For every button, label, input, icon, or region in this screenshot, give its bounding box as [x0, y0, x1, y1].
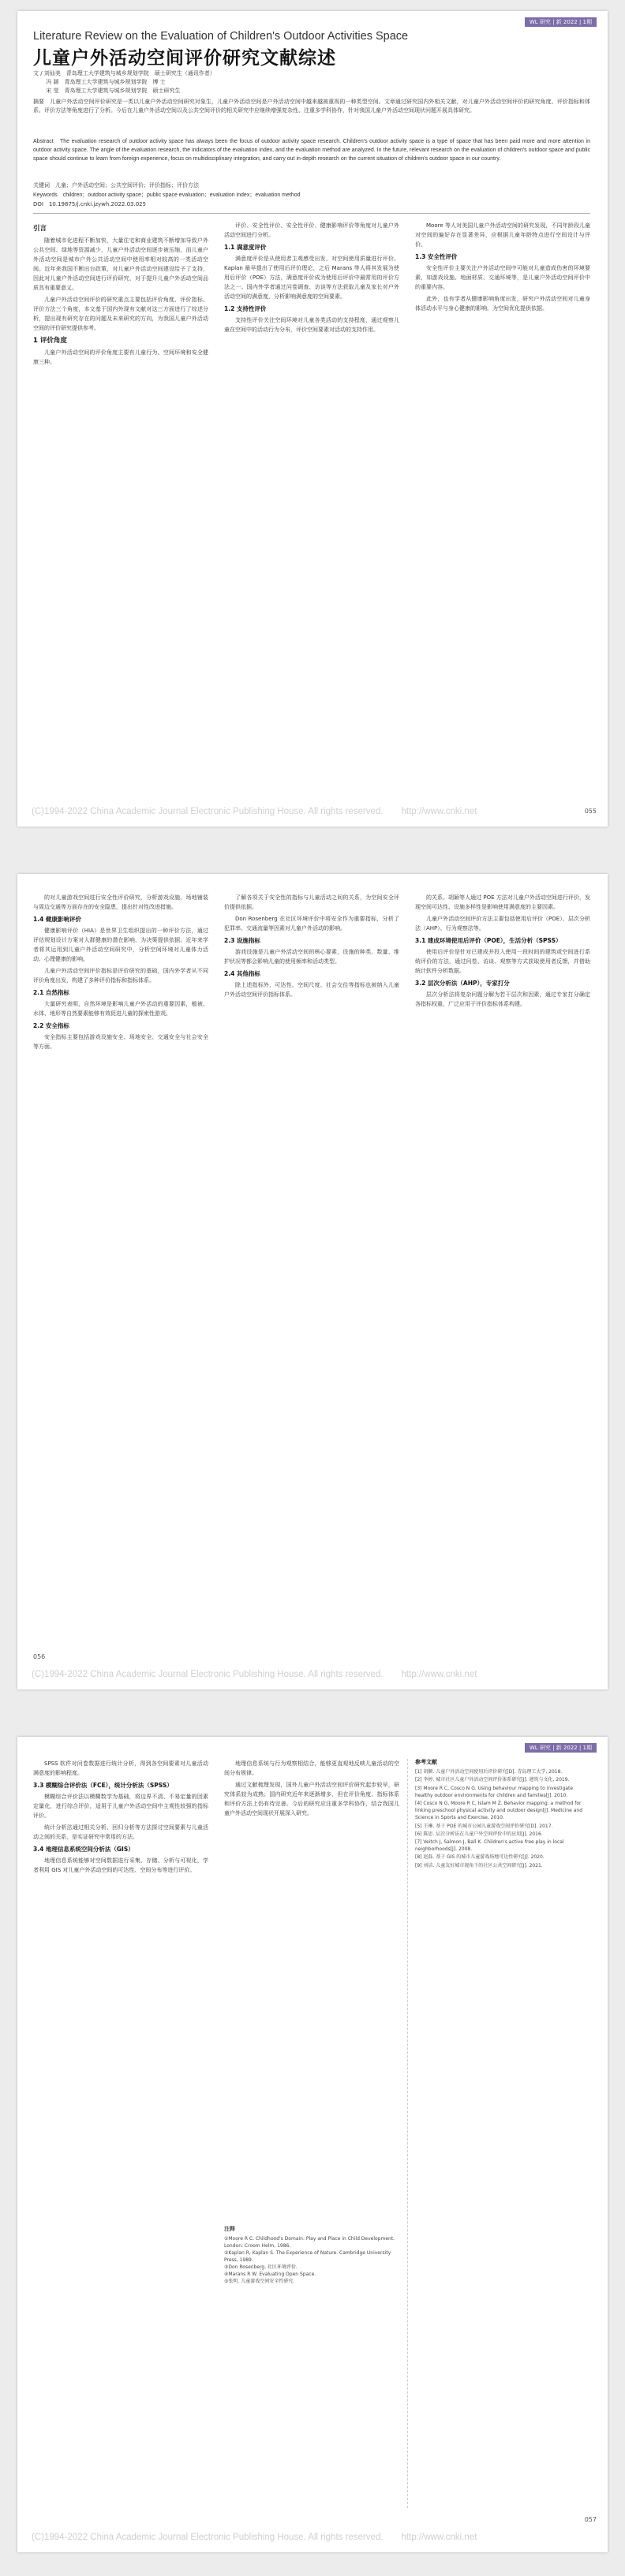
subsection-heading: 1.3 安全性评价 [415, 253, 458, 260]
paragraph: 健康影响评价（HIA）是世界卫生组织提出的一种评价方法，通过评估规划设计方案对人群健康的潜在影响，为决策提供依据。近年来学者将其运用到儿童户外活动空间研究中，分析空间环境对儿童体力活动、心理健康的影响。 [33, 928, 208, 962]
author-line: 宋 莹 青岛理工大学建筑与城乡规划学院 硕士研究生 [33, 88, 181, 94]
subsection-heading: 1.2 支持性评价 [224, 305, 267, 312]
column-3 [415, 893, 590, 1011]
paragraph: 层次分析法将复杂问题分解为若干层次和因素，通过专家打分确定各指标权重，广泛应用于评价指标体系构建。 [415, 991, 590, 1007]
paragraph: 安全性评价主要关注户外活动空间中可能对儿童造成伤害的环境要素，如游戏设施、地面材质、交通环境等，是儿童户外活动空间评价中的重要内容。 [415, 265, 590, 290]
paragraph: Moore 等人对美国儿童户外活动空间的研究发现，不同年龄段儿童对空间的偏好存在显著差异，应根据儿童年龄特点进行空间设计与评价。 [415, 222, 590, 248]
subsection-heading: 3.2 层次分析法（AHP），专家打分 [415, 980, 510, 987]
keywords-chinese: 关键词 儿童；户外活动空间；公共空间评价；评价指标；评价方法 [33, 182, 199, 189]
column-3 [415, 221, 590, 315]
subsection-heading: 2.3 设施指标 [224, 937, 260, 944]
running-head: WL 研究 | 新 2022 | 1期 [525, 1743, 597, 1753]
subsection-heading: 1.4 健康影响评价 [33, 916, 81, 923]
paragraph: 支持性评价关注空间环境对儿童各类活动的支持程度，通过观察儿童在空间中的活动行为分布，评价空间要素对活动的支持作用。 [224, 317, 399, 333]
column-1 [33, 893, 208, 1054]
paragraph: 了解各项关于安全性的指标与儿童活动之间的关系，为空间安全评价提供依据。 [224, 894, 399, 910]
paragraph: 儿童户外活动空间评价的研究重点主要包括评价角度、评价指标、评价方法三个角度，本文基于国内外现有文献对这三方面进行了综述分析，提出现有研究存在的问题及未来研究的方向，为我国儿童户外活动空间的评价研究提供参考。 [33, 297, 208, 331]
paragraph: 儿童户外活动空间的评价角度主要有儿童行为、空间环境和安全健康三种。 [33, 349, 208, 365]
reference-item: [4] Cosco N G, Moore R C, Islam M Z. Behavior mapping: a method for linking preschool physical activity and outdoor design[J]. Medicine and Science in Sports and Exercise, 2010. [415, 1801, 583, 1821]
author-list [33, 69, 215, 95]
paragraph: 使用后评价是针对已建成并投入使用一段时间的建筑或空间进行系统评价的方法，通过问卷、访谈、观察等方式获取使用者反馈，并借助统计软件分析数据。 [415, 949, 590, 974]
section-heading: 引言 [33, 225, 47, 233]
reference-item: [5] 王琳. 基于 POE 的城市公园儿童游戏空间评价研究[D]. 2017. [415, 1823, 553, 1829]
doi: DOI 10.19875/j.cnki.jzywh.2022.03.025 [33, 201, 147, 207]
note-item: ①Moore R C. Childhood's Domain: Play and Place in Child Development. London: Croom Helm, 1986. [224, 2236, 395, 2249]
author-line: 冯 颖 青岛理工大学建筑与城乡规划学院 博 士 [33, 79, 166, 85]
references-title: 参考文献 [415, 1759, 437, 1765]
reference-item: [1] 胡颖. 儿童户外活动空间使用后评价研究[D]. 青岛理工大学, 2018. [415, 1769, 563, 1775]
paragraph: 游戏设施是儿童户外活动空间的核心要素，设施的种类、数量、维护状况等都会影响儿童的使用频率和活动类型。 [224, 949, 399, 965]
title-english: Literature Review on the Evaluation of Children's Outdoor Activities Space [33, 30, 409, 43]
note-item: ③Don Rosenberg. 社区环境评价. [224, 2264, 298, 2270]
references-section [415, 1759, 590, 1870]
note-item: ②Kaplan R, Kaplan S. The Experience of Nature. Cambridge University Press, 1989. [224, 2250, 391, 2263]
paragraph: 大量研究表明，自然环境是影响儿童户外活动的重要因素，植被、水体、地形等自然要素能够有效促进儿童的探索性游戏。 [33, 1001, 208, 1017]
paragraph: 地理信息系统与行为观察相结合，能够更直观地反映儿童活动的空间分布规律。 [224, 1760, 399, 1776]
paragraph: 除上述指标外，可达性、空间尺度、社会交往等指标也被纳入儿童户外活动空间评价指标体系。 [224, 982, 399, 998]
author-line: 文 / 刘仙美 青岛理工大学建筑与城乡规划学院 硕士研究生（通讯作者） [33, 70, 215, 77]
running-head: WL 研究 | 新 2022 | 1期 [525, 17, 597, 27]
footer-watermark: (C)1994-2022 China Academic Journal Electronic Publishing House. All rights reserved. http://www.cnki.net [32, 2533, 477, 2542]
note-item: ⑤张明. 儿童游戏空间安全性研究. [224, 2279, 295, 2284]
column-1 [33, 221, 208, 369]
page-number: 055 [584, 808, 597, 815]
subsection-heading: 2.2 安全指标 [33, 1022, 69, 1029]
column-2 [224, 221, 399, 337]
column-1 [33, 1759, 208, 1877]
paragraph: 的对儿童游戏空间进行安全性评价研究，分析游戏设施、场地铺装与周边交通等方面存在的安全隐患，提出针对性改进措施。 [33, 894, 208, 910]
subsection-heading: 3.1 建成环境使用后评价（POE），生活分析（SPSS） [415, 937, 562, 944]
paragraph: 安全指标主要包括游戏设施安全、场地安全、交通安全与社会安全等方面。 [33, 1034, 208, 1050]
note-item: ④Marans R W. Evaluating Open Space. [224, 2272, 316, 2277]
keywords-english: Keywords children；outdoor activity space；public space evaluation；evaluation index；evaluation method [33, 192, 301, 198]
subsection-heading: 3.4 地理信息系统空间分析法（GIS） [33, 1846, 134, 1853]
page-1 [17, 11, 608, 827]
paragraph: 通过文献梳理发现，国外儿童户外活动空间评价研究起步较早，研究体系较为成熟；国内研究近年来逐渐增多，但在评价角度、指标体系和评价方法上仍有待完善。今后的研究应注重多学科协作，结合我国儿童户外活动空间现状开展深入研究。 [224, 1782, 399, 1816]
paragraph: 儿童户外活动空间评价方法主要包括使用后评价（POE）、层次分析法（AHP）、行为观察法等。 [415, 916, 590, 931]
section-heading: 1 评价角度 [33, 337, 67, 345]
reference-item: [9] 刘洁. 儿童友好城市视角下的社区公共空间研究[J]. 2021. [415, 1862, 543, 1869]
footer-watermark: (C)1994-2022 China Academic Journal Electronic Publishing House. All rights reserved. http://www.cnki.net [32, 1670, 477, 1679]
paragraph: 模糊综合评价法以模糊数学为基础，将边界不清、不易定量的因素定量化，进行综合评价，适用于儿童户外活动空间中主观性较强的指标评价。 [33, 1794, 208, 1819]
paragraph: 此外，也有学者从健康影响角度出发，研究户外活动空间对儿童身体活动水平与身心健康的影响，为空间优化提供依据。 [415, 296, 590, 312]
paragraph: 儿童户外活动空间评价指标是评价研究的基础，国内外学者从不同评价角度出发，构建了多种评价指标和指标体系。 [33, 968, 208, 984]
paragraph: 评价、安全性评价、安全性评价、健康影响评价等角度对儿童户外活动空间进行分析。 [224, 222, 399, 238]
abstract-chinese: 摘要 儿童户外活动空间评价研究是一类以儿童户外活动空间研究对象生，儿童户外活动空间是户外活动空间中越来越被重视的一种类型空间。文章通过研究国内外相关文献，对儿童户外活动空间评价的研究角度、评价指标和体系、评价方法等角度进行了分析。今后在儿童户外活动空间以及公共空间评价的相关研究中应继续增强复杂性、注重多学科协作，针对我国儿童户外活动空间现状问题开展具体研究。 [33, 99, 590, 114]
paragraph: 的关系。胡颖等人通过 POE 方法对儿童户外活动空间进行评价，发现空间可达性、设施多样性是影响使用满意度的主要因素。 [415, 894, 590, 910]
subsection-heading: 3.3 模糊综合评价法（FCE），统计分析法（SPSS） [33, 1782, 173, 1789]
divider [33, 213, 590, 214]
notes-section [224, 2226, 399, 2285]
page-number: 057 [584, 2516, 597, 2523]
column-2 [224, 893, 399, 1002]
paragraph: 地理信息系统能够对空间数据进行采集、存储、分析与可视化，学者利用 GIS 对儿童户外活动空间的可达性、空间分布等进行评价。 [33, 1857, 208, 1873]
reference-item: [6] 陈思. 层次分析法在儿童户外空间评价中的应用[J]. 2016. [415, 1831, 543, 1837]
reference-item: [3] Moore R C, Cosco N G. Using behaviour mapping to investigate healthy outdoor environments for children and families[J]. 2010. [415, 1785, 574, 1798]
page-3 [17, 1737, 608, 2552]
subsection-heading: 2.1 自然指标 [33, 989, 69, 996]
subsection-heading: 1.1 满意度评价 [224, 244, 267, 251]
reference-item: [8] 赵磊. 基于 GIS 的城市儿童游戏场地可达性研究[J]. 2020. [415, 1854, 545, 1861]
footer-watermark: (C)1994-2022 China Academic Journal Electronic Publishing House. All rights reserved. http://www.cnki.net [32, 807, 477, 816]
notes-title: 注释 [224, 2226, 235, 2232]
paragraph: SPSS 软件对问卷数据进行统计分析，得到各空间要素对儿童活动满意度的影响程度。 [33, 1760, 208, 1776]
title-chinese: 儿童户外活动空间评价研究文献综述 [33, 48, 336, 69]
paragraph: 统计分析法通过相关分析、回归分析等方法探讨空间要素与儿童活动之间的关系，是实证研究中常用的方法。 [33, 1824, 208, 1840]
page-number: 056 [33, 1653, 46, 1660]
paragraph: 满意度评价是从使用者主观感受出发，对空间使用质量进行评价。Kaplan 最早提出了使用后评价理论，之后 Marans 等人将其发展为使用后评价（POE）方法，满意度评价成为使用后评价中最常用的评价方法之一。国内外学者通过问卷调查、访谈等方法获取儿童及家长对户外活动空间的满意度，分析影响满意度的空间要素。 [224, 256, 399, 300]
reference-item: [2] 李婷. 城市社区儿童户外活动空间评价体系研究[J]. 建筑与文化, 2019. [415, 1777, 570, 1783]
page-2 [17, 874, 608, 1689]
reference-item: [7] Veitch J, Salmon J, Ball K. Children's active free play in local neighborhoods[J]. 2008. [415, 1839, 564, 1853]
column-divider [407, 1759, 408, 2508]
abstract-english: Abstract The evaluation research of outdoor activity space has always been the focus of outdoor activity space research. Children's outdoor activity space is a type of space that has been paid more and more attention in outdoor activity space. The angle of the evaluation research, the indicators of the evaluation index, and the evaluation method are analyzed. In the future, relevant research on the evaluation of children's outdoor space and public space should continue to learn from foreign experience, focus on multidisciplinary integration, and carry out in-depth research on the current situation of children's outdoor space in our country. [33, 139, 590, 162]
paragraph: Don Rosenberg 在社区环境评价中将安全作为重要指标，分析了犯罪率、交通流量等因素对儿童户外活动的影响。 [224, 916, 399, 931]
paragraph: 随着城市化进程不断加快，大量住宅和商业建筑不断增加导致户外公共空间、绿地等资源减少，儿童户外活动空间逐步被压缩，而儿童户外活动空间是城市户外公共活动空间中使用率相对较高的一类活动空间。近年来我国不断出台政策，对儿童户外活动空间建设给予了支持，因此对儿童户外活动空间进行评价研究，对于提升儿童户外活动空间品质具有重要意义。 [33, 237, 208, 291]
column-2 [224, 1759, 399, 1820]
subsection-heading: 2.4 其他指标 [224, 970, 260, 977]
